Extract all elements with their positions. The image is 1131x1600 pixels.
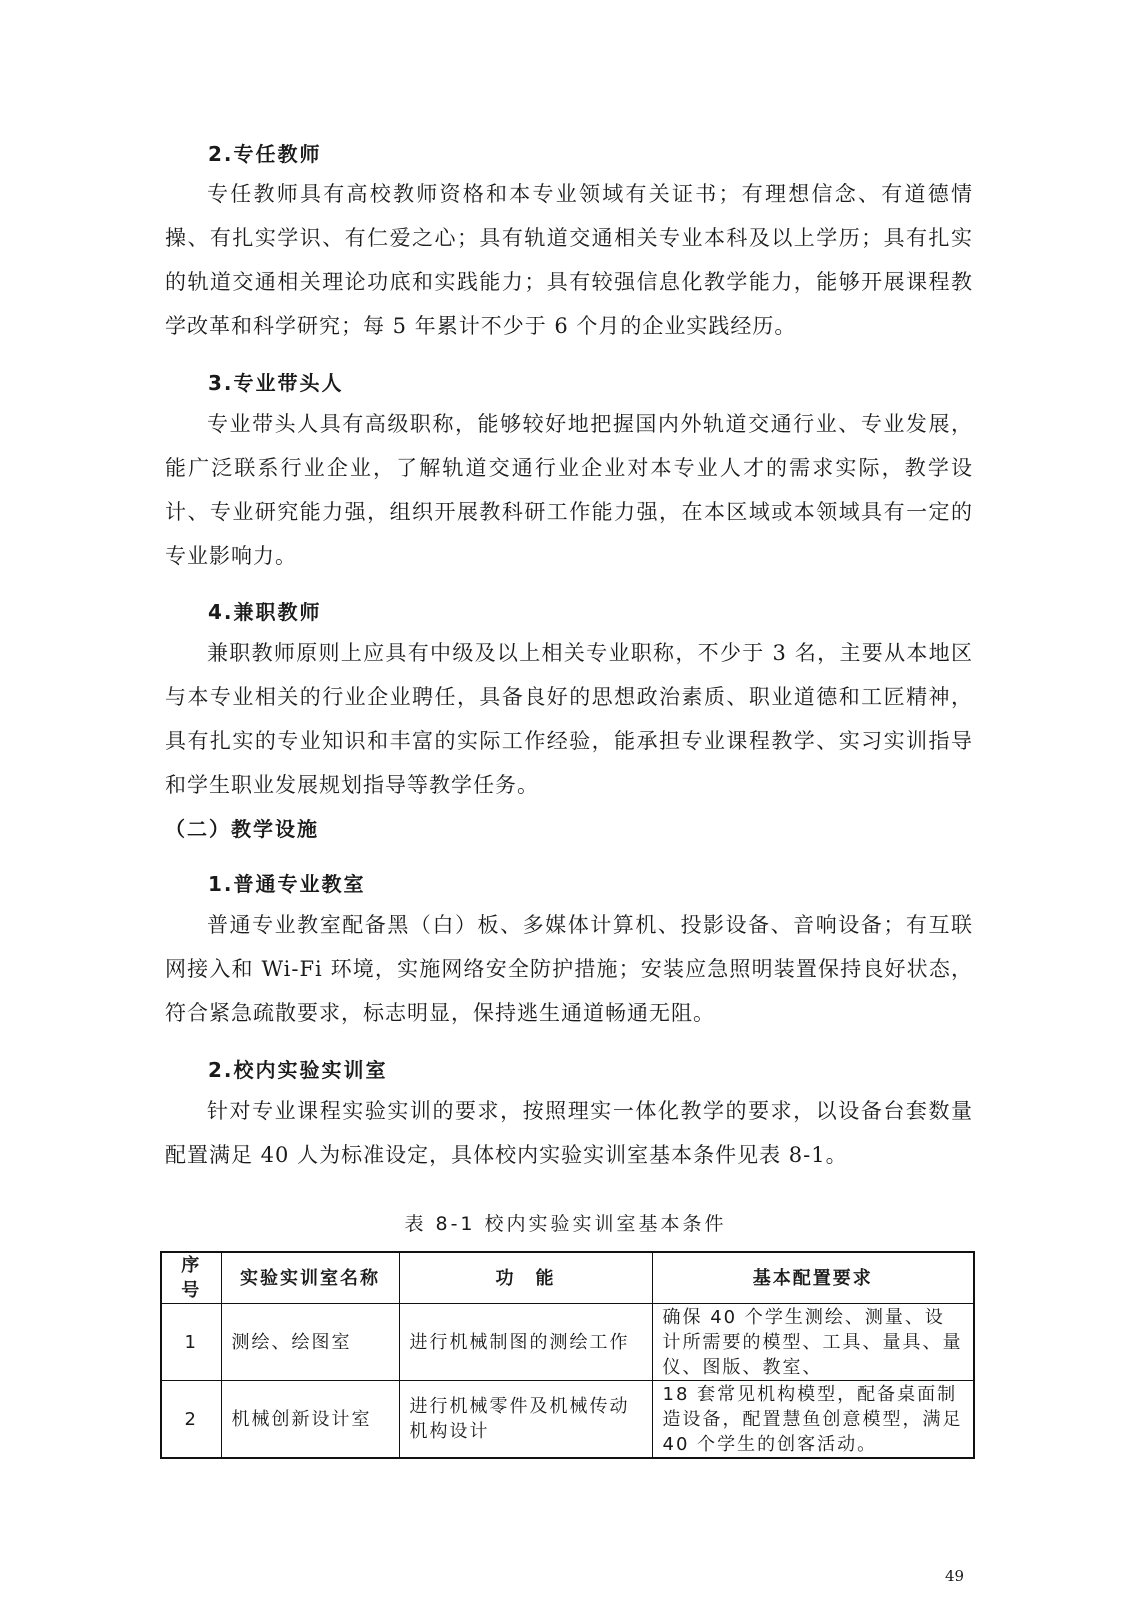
table-row xyxy=(161,1381,974,1459)
paragraph-training-labs: 针对专业课程实验实训的要求，按照理实一体化教学的要求，以设备台套数量配置满足 40 人为标准设定，具体校内实验实训室基本条件见表 8-1。 xyxy=(165,1099,973,1167)
heading-general-classroom: 1.普通专业教室 xyxy=(208,872,366,896)
heading-full-time-teachers: 2.专任教师 xyxy=(208,142,322,166)
header-no: 序号 xyxy=(161,1252,221,1304)
header-name: 实验实训室名称 xyxy=(221,1252,399,1304)
paragraph-full-time-teachers: 专任教师具有高校教师资格和本专业领域有关证书；有理想信念、有道德情操、有扎实学识、有仁爱之心；具有轨道交通相关专业本科及以上学历；具有扎实的轨道交通相关理论功底和实践能力；具有较强信息化教学能力，能够开展课程教学改革和科学研究；每 5 年累计不少于 6 个月的企业实践经历。 xyxy=(165,182,973,338)
page-number: 49 xyxy=(945,1567,965,1585)
table-header-row xyxy=(161,1252,974,1304)
paragraph-general-classroom: 普通专业教室配备黑（白）板、多媒体计算机、投影设备、音响设备；有互联网接入和 Wi-Fi 环境，实施网络安全防护措施；安装应急照明装置保持良好状态，符合紧急疏散要求，标志明显，保持逃生通道畅通无阻。 xyxy=(165,913,973,1025)
paragraph-program-leader: 专业带头人具有高级职称，能够较好地把握国内外轨道交通行业、专业发展，能广泛联系行业企业，了解轨道交通行业企业对本专业人才的需求实际，教学设计、专业研究能力强，组织开展教科研工作能力强，在本区域或本领域具有一定的专业影响力。 xyxy=(165,412,973,568)
cell-name: 机械创新设计室 xyxy=(221,1381,399,1459)
table-row xyxy=(161,1304,974,1381)
heading-part-time-teachers: 4.兼职教师 xyxy=(208,600,322,624)
heading-program-leader: 3.专业带头人 xyxy=(208,371,344,395)
table-caption: 表 8-1 校内实验实训室基本条件 xyxy=(404,1213,727,1235)
cell-requirement: 18 套常见机构模型，配备桌面制造设备，配置慧鱼创意模型，满足 40 个学生的创客活动。 xyxy=(652,1381,974,1459)
cell-function: 进行机械制图的测绘工作 xyxy=(399,1304,652,1381)
header-function: 功 能 xyxy=(399,1252,652,1304)
cell-name: 测绘、绘图室 xyxy=(221,1304,399,1381)
heading-teaching-facilities: （二）教学设施 xyxy=(165,817,319,841)
header-requirement: 基本配置要求 xyxy=(652,1252,974,1304)
paragraph-part-time-teachers: 兼职教师原则上应具有中级及以上相关专业职称，不少于 3 名，主要从本地区与本专业相关的行业企业聘任，具备良好的思想政治素质、职业道德和工匠精神，具有扎实的专业知识和丰富的实际工作经验，能承担专业课程教学、实习实训指导和学生职业发展规划指导等教学任务。 xyxy=(165,641,973,797)
facility-table xyxy=(160,1251,975,1459)
cell-requirement: 确保 40 个学生测绘、测量、设计所需要的模型、工具、量具、量仪、图版、教室、 xyxy=(652,1304,974,1381)
heading-training-labs: 2.校内实验实训室 xyxy=(208,1058,388,1082)
cell-no: 1 xyxy=(161,1304,221,1381)
cell-no: 2 xyxy=(161,1381,221,1459)
cell-function: 进行机械零件及机械传动机构设计 xyxy=(399,1381,652,1459)
